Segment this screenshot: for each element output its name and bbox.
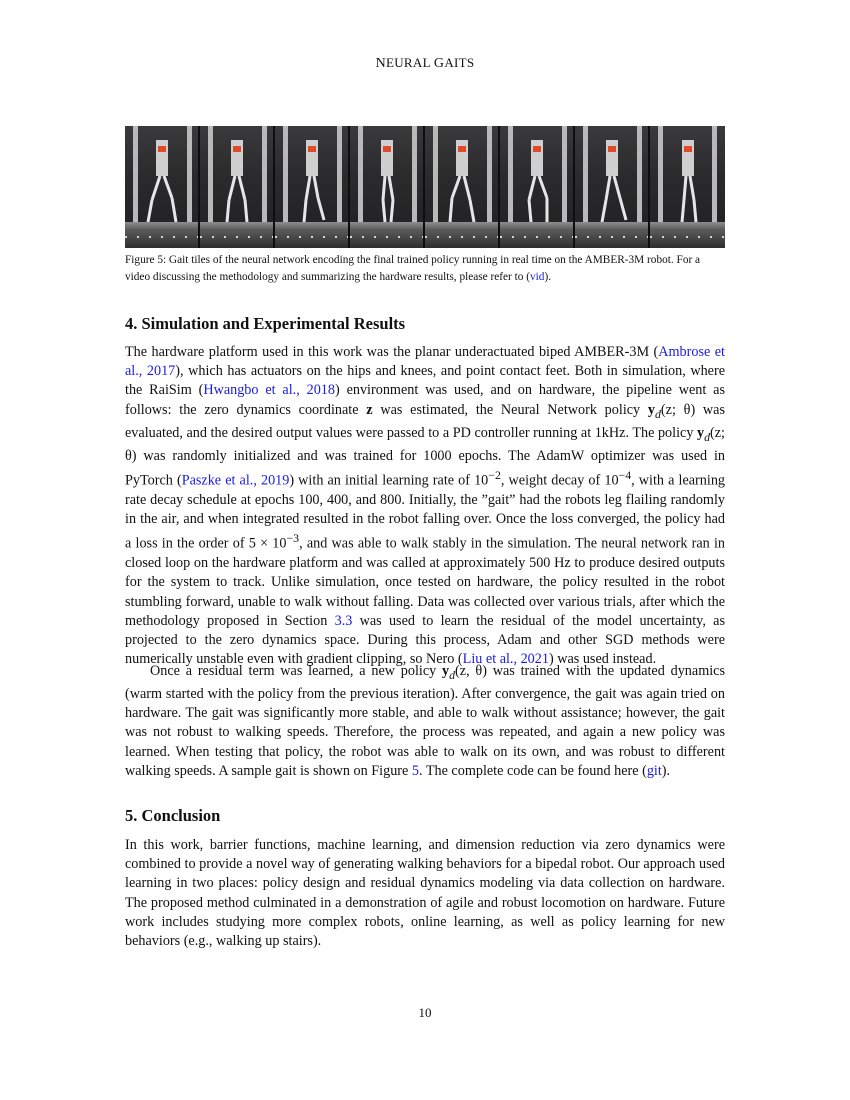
robot-image: [142, 132, 182, 224]
gait-tile: [425, 126, 500, 248]
paragraph-conclusion: In this work, barrier functions, machine learning, and dimension reduction via zero dynamics were combined to provide a novel way of generating walking behaviors for a bipedal robot. Our approach used learning in two places: policy design and residual dynamics modeling via data collection on hardware. The proposed method culminated in a demonstration of agile and robust locomotion on hardware. Future work includes studying more complex robots, online learning, as well as policy learning for new behaviors (e.g., walking up stairs).: [125, 837, 725, 950]
robot-image: [668, 132, 708, 224]
robot-image: [592, 132, 632, 224]
gait-tile: [350, 126, 425, 248]
git-link[interactable]: git: [646, 762, 662, 779]
figure-caption: Figure 5: Gait tiles of the neural network encoding the final trained policy running in real time on the AMBER-3M robot. For a video discussing the methodology and summarizing the hardware results, please refer to (vid).: [125, 254, 701, 283]
citation-link[interactable]: Liu et al., 2021: [462, 651, 549, 668]
section-heading-conclusion: 5. Conclusion: [125, 806, 221, 825]
gait-tile: [200, 126, 275, 248]
citation-link[interactable]: Ambrose et al., 2017: [125, 344, 725, 380]
gait-tile: [125, 126, 200, 248]
robot-image: [367, 132, 407, 224]
robot-image: [217, 132, 257, 224]
section-heading-results: 4. Simulation and Experimental Results: [125, 314, 406, 333]
citation-link[interactable]: Hwangbo et al., 2018: [203, 382, 335, 399]
running-head: NEURAL GAITS: [375, 55, 475, 71]
citation-link[interactable]: Paszke et al., 2019: [181, 472, 290, 489]
paragraph-results-2: Once a residual term was learned, a new policy $y_d(z$, θ) was trained with the updated dynamics (warm started with the policy from the previous iteration). After convergence, the gait was again tried on hardware. The gait was significantly more stable, and able to walk without assistance; however, the gait was not robust to walking speeds. Therefore, the process was repeated, and again a new policy was learned. When testing that policy, the robot was able to walk on its own, and was robust to different walking speeds. A sample gait is shown on Figure 5. The complete code can be found here (git).: [125, 663, 725, 779]
gait-tile: [575, 126, 650, 248]
section-ref-link[interactable]: 3.3: [334, 612, 353, 629]
robot-image: [517, 132, 557, 224]
video-link[interactable]: vid: [530, 271, 545, 283]
robot-image: [292, 132, 332, 224]
gait-tile: [275, 126, 350, 248]
gait-tile: [500, 126, 575, 248]
gait-tiles-figure: [125, 126, 725, 248]
gait-tile: [650, 126, 725, 248]
robot-image: [442, 132, 482, 224]
page-number: 10: [418, 1005, 432, 1020]
paragraph-results-1: The hardware platform used in this work was the planar underactuated biped AMBER-3M (Ambrose et al., 2017), which has actuators on the hips and knees, and point contact feet. Both in simulation, where the RaiSim (Hwangbo et al., 2018) environment was used, and on hardware, the pipeline went as follows: the zero dynamics coordinate z was estimated, the Neural Network policy $y_d(z$; θ) was evaluated, and the desired output values were passed to a PD controller running at 1kHz. The policy $y_d(z$; θ) was randomly initialized and was trained for 1000 epochs. The AdamW optimizer was used in PyTorch (Paszke et al., 2019) with an initial learning rate of $10^{-2}$, weight decay of $10^{-4}$, with a learning rate decay schedule at epochs 100, 400, and 800. Initially, the ”gait” had the robots leg flailing randomly in the air, and when integrated resulted in the robot falling over. Once the loss converged, the policy had a loss in the order of $5 \times 10^{-3}$, and was able to walk stably in the simulation. The neural network ran in closed loop on the hardware platform and was called at approximately 500 Hz to produce desired outputs for the system to track. Unlike simulation, once tested on hardware, the policy resulted in the robot stumbling forward, unable to walk without falling. Data was collected over various trials, after which the methodology proposed in Section 3.3 was used to learn the residual of the model uncertainty, as projected to the zero dynamics space. During this process, Adam and other SGD methods were numerically unstable even with gradient clipping, so Nero (Liu et al., 2021) was used instead.: [125, 344, 726, 668]
figure-ref-link[interactable]: 5: [411, 762, 419, 779]
